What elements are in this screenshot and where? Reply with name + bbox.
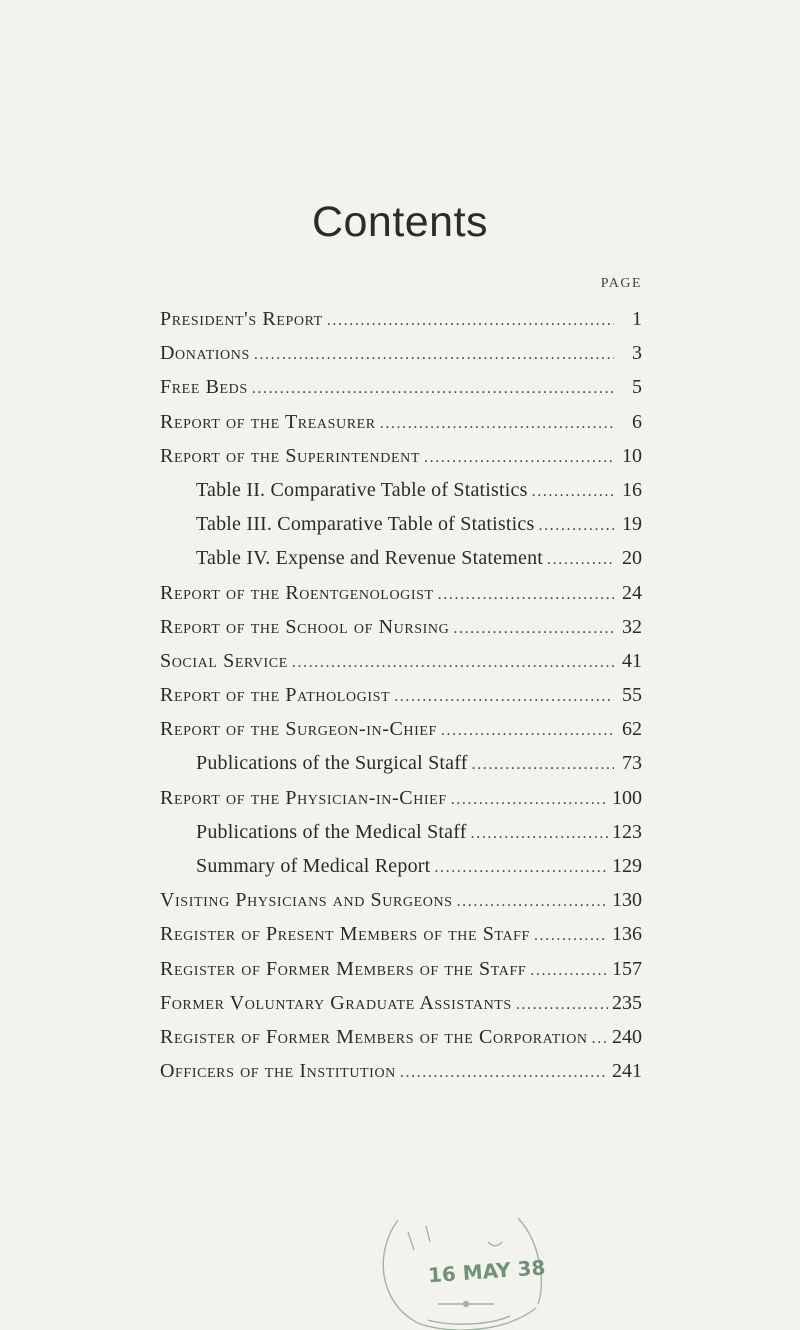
toc-entry-title: Report of the Physician-in-Chief [160, 786, 447, 809]
toc-entry-page: 73 [622, 752, 642, 775]
toc-entry-page: 235 [612, 991, 642, 1014]
toc-entry-title: President's Report [160, 308, 323, 330]
toc-entry-title: Report of the Superintendent [160, 444, 420, 467]
stamp-ornament-dot [464, 1302, 469, 1307]
toc-entry [160, 507, 642, 541]
toc-entry-page: 241 [612, 1060, 642, 1083]
dot-leader [547, 543, 614, 577]
toc-entry-page: 41 [622, 649, 642, 672]
toc-entry [160, 678, 642, 712]
toc-entry-title: Report of the Treasurer [160, 410, 376, 433]
dot-leader [534, 919, 608, 953]
dot-leader [451, 783, 608, 817]
toc-entry [160, 952, 642, 986]
dot-leader [453, 612, 614, 646]
toc-entry [160, 883, 642, 917]
toc-entry-page: 10 [622, 444, 642, 467]
toc-entry-page: 62 [622, 718, 642, 741]
dot-leader [592, 1022, 608, 1056]
toc-entry [160, 917, 642, 951]
toc-entry-page: 129 [612, 855, 642, 877]
dot-leader [457, 885, 608, 919]
toc-entry-page: 24 [622, 581, 642, 604]
dot-leader [394, 680, 614, 714]
library-date-stamp [368, 1212, 558, 1330]
toc-entry-title: Report of the Surgeon-in-Chief [160, 718, 437, 741]
toc-entry [160, 302, 642, 336]
toc-entry-page: 55 [622, 684, 642, 707]
toc-entry-title: Visiting Physicians and Surgeons [160, 889, 453, 912]
dot-leader [441, 714, 614, 748]
dot-leader [434, 851, 608, 885]
toc-entry-page: 130 [612, 889, 642, 912]
dot-leader [532, 475, 614, 509]
stamp-top-mark [408, 1226, 502, 1250]
toc-entry [160, 473, 642, 507]
toc-entry [160, 541, 642, 575]
toc-entry-page: 123 [612, 820, 642, 843]
toc-entry-title: Report of the Pathologist [160, 684, 391, 707]
toc-entry [160, 746, 642, 780]
toc-entry-page: 16 [622, 478, 642, 501]
toc-entry [160, 610, 642, 644]
table-of-contents [160, 302, 642, 1088]
page-column-header: PAGE [600, 276, 642, 291]
dot-leader [538, 509, 614, 543]
toc-entry [160, 849, 642, 883]
dot-leader [424, 441, 614, 475]
toc-entry-title: Social Service [160, 649, 288, 672]
toc-entry-title: Report of the Roentgenologist [160, 581, 434, 604]
stamp-inner-curve [428, 1316, 510, 1324]
toc-entry-page: 5 [632, 376, 642, 399]
toc-entry-title: Register of Former Members of the Staff [160, 957, 527, 980]
toc-entry-page: 3 [632, 342, 642, 365]
toc-entry-page: 157 [612, 957, 642, 980]
toc-entry-title: Donations [160, 342, 250, 365]
toc-entry-title: Officers of the Institution [160, 1060, 396, 1083]
page-title: Contents [311, 198, 489, 246]
toc-entry-title: Register of Present Members of the Staff [160, 923, 530, 946]
toc-entry-title: Publications of the Surgical Staff [196, 752, 468, 775]
dot-leader [254, 338, 614, 372]
toc-entry [160, 576, 642, 610]
toc-entry-title: Report of the School of Nursing [160, 615, 450, 638]
toc-entry-page: 20 [622, 547, 642, 570]
dot-leader [471, 817, 608, 851]
toc-entry-title: Summary of Medical Report [196, 855, 431, 877]
toc-entry-page: 6 [632, 410, 642, 433]
dot-leader [252, 372, 614, 406]
toc-entry-page: 100 [612, 786, 642, 809]
toc-entry-page: 1 [632, 308, 642, 330]
toc-entry-title: Former Voluntary Graduate Assistants [160, 991, 512, 1014]
dot-leader [438, 578, 614, 612]
toc-entry [160, 781, 642, 815]
toc-entry [160, 405, 642, 439]
toc-entry [160, 712, 642, 746]
dot-leader [400, 1056, 608, 1090]
toc-entry [160, 644, 642, 678]
toc-entry-title: Table II. Comparative Table of Statistics [196, 478, 528, 501]
toc-entry-title: Free Beds [160, 376, 248, 399]
toc-entry-title: Publications of the Medical Staff [196, 820, 467, 843]
toc-entry-page: 32 [622, 615, 642, 638]
toc-entry [160, 439, 642, 473]
toc-entry [160, 370, 642, 404]
toc-entry-title: Table III. Comparative Table of Statistics [196, 513, 535, 536]
dot-leader [472, 748, 614, 782]
toc-entry-page: 136 [612, 923, 642, 946]
dot-leader [327, 304, 614, 338]
toc-entry-title: Table IV. Expense and Revenue Statement [196, 547, 544, 570]
toc-entry [160, 1020, 642, 1054]
toc-entry [160, 336, 642, 370]
toc-entry [160, 1054, 642, 1088]
toc-entry [160, 986, 642, 1020]
toc-entry [160, 815, 642, 849]
toc-entry-title: Register of Former Members of the Corporation [160, 1025, 588, 1048]
toc-entry-page: 240 [612, 1025, 642, 1048]
dot-leader [380, 407, 614, 441]
toc-entry-page: 19 [622, 513, 642, 536]
dot-leader [516, 988, 608, 1022]
stamp-date-text: 16 MAY 38 [427, 1255, 547, 1288]
dot-leader [292, 646, 614, 680]
dot-leader [530, 954, 608, 988]
